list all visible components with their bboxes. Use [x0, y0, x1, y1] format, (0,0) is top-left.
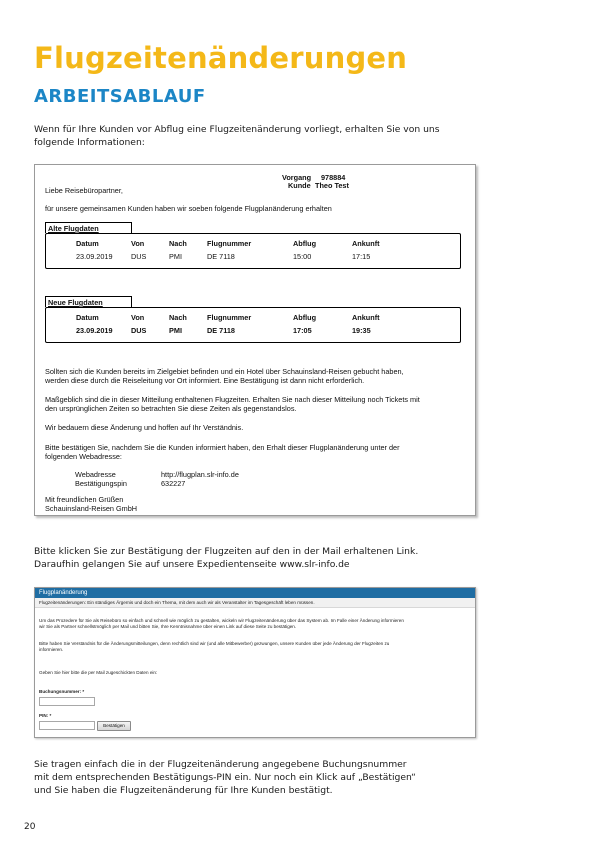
middle-text [34, 545, 504, 571]
old-header-datum: Datum [76, 239, 99, 248]
old-datum: 23.09.2019 [76, 252, 113, 261]
old-ankunft: 17:15 [352, 252, 371, 261]
middle-text-line1: Bitte klicken Sie zur Bestätigung der Flugzeiten auf den in der Mail erhaltenen Link. [34, 546, 419, 557]
mail-para1-line1: Sollten sich die Kunden bereits im Zielgebiet befinden und ein Hotel über Schauinsland-Reisen gebucht haben, [45, 367, 404, 376]
old-abflug: 15:00 [293, 252, 312, 261]
web-form-lead: Flugzeitenänderungen: Ein ständiges Ärgernis und doch ein Thema, mit dem auch wir als Veranstalter im Tagesgeschäft leben müssen. [35, 598, 475, 608]
new-flugnummer: DE 7118 [207, 326, 235, 335]
booking-number-input[interactable] [39, 697, 95, 706]
intro-text: Wenn für Ihre Kunden vor Abflug eine Flugzeitenänderung vorliegt, erhalten Sie von uns folgende Informationen: [34, 124, 440, 148]
new-von: DUS [131, 326, 147, 335]
web-form-header: Flugplanänderung [35, 588, 475, 598]
new-abflug: 17:05 [293, 326, 312, 335]
bottom-text [34, 758, 504, 797]
bottom-text-line2: mit dem entsprechenden Bestätigungs-PIN ein. Nur noch ein Klick auf „Bestätigen“ [34, 772, 416, 783]
mail-para2-line2: den ursprünglichen Zeiten so betrachten Sie diese Zeiten als gegenstandslos. [45, 404, 297, 413]
confirm-button[interactable]: Bestätigen [97, 721, 131, 731]
new-header-datum: Datum [76, 313, 99, 322]
mail-para1-line2: werden diese durch die Reiseleitung vor Ort informiert. Eine Bestätigung ist dann nicht erforderlich. [45, 376, 365, 385]
mail-para3: Wir bedauern diese Änderung und hoffen auf Ihr Verständnis. [45, 423, 244, 432]
new-nach: PMI [169, 326, 182, 335]
new-flight-label: Neue Flugdaten [45, 296, 132, 307]
closing-company: Schauinsland-Reisen GmbH [45, 504, 138, 513]
old-flight-label: Alte Flugdaten [45, 222, 132, 233]
new-header-von: Von [131, 313, 145, 322]
webadresse-value: http://flugplan.slr-info.de [161, 470, 239, 479]
bottom-text-line3: und Sie haben die Flugzeitenänderung für Ihre Kunden bestätigt. [34, 785, 333, 796]
vorgang-label: Vorgang [282, 173, 312, 182]
old-header-von: Von [131, 239, 145, 248]
old-header-abflug: Abflug [293, 239, 317, 248]
booking-number-label: Buchungsnummer: * [39, 689, 85, 694]
pin-label: Bestätigungspin [75, 479, 127, 488]
web-form-para2: Bitte haben Sie Verständnis für die Änderungsmitteilungen, denn rechtlich sind wir (und alle Mitbewerber) gezwungen, unsere Kunden über jede Änderung der Flugzeiten zu informieren. [39, 641, 390, 652]
middle-text-line2: Daraufhin gelangen Sie auf unsere Expedientenseite www.slr-info.de [34, 559, 350, 570]
web-form-para1: Um das Prozedere für Sie als Reisebüro so einfach und schnell wie möglich zu gestalten, wickeln wir Flugzeitenänderung über das System ab. Im Falle einer Änderung informieren wir Sie als Partner schnellstmöglich per Mail und bitten Sie, Ihre Kenntnisnahme über einen Link auf diese Seite zu bestätigen. [39, 618, 404, 629]
new-flight-box [45, 307, 461, 343]
pin-input[interactable] [39, 721, 95, 730]
page-subtitle: ARBEITSABLAUF [34, 86, 206, 107]
new-header-abflug: Abflug [293, 313, 317, 322]
old-header-flugnummer: Flugnummer [207, 239, 252, 248]
old-flugnummer: DE 7118 [207, 252, 235, 261]
old-nach: PMI [169, 252, 182, 261]
new-header-nach: Nach [169, 313, 187, 322]
page-title: Flugzeitenänderungen [34, 41, 408, 75]
webadresse-label: Webadresse [75, 470, 116, 479]
old-header-ankunft: Ankunft [352, 239, 380, 248]
kunde-label: Kunde [288, 181, 311, 190]
vorgang-value: 978884 [321, 173, 346, 182]
mail-para4-line2: folgenden Webadresse: [45, 452, 122, 461]
new-datum: 23.09.2019 [76, 326, 113, 335]
page-number: 20 [24, 822, 36, 832]
closing-greeting: Mit freundlichen Grüßen [45, 495, 124, 504]
old-flight-box [45, 233, 461, 269]
new-ankunft: 19:35 [352, 326, 371, 335]
pin-value: 632227 [161, 479, 186, 488]
mail-greeting: Liebe Reisebüropartner, [45, 186, 123, 195]
email-preview [34, 164, 476, 516]
new-header-ankunft: Ankunft [352, 313, 380, 322]
bottom-text-line1: Sie tragen einfach die in der Flugzeitenänderung angegebene Buchungsnummer [34, 759, 407, 770]
new-header-flugnummer: Flugnummer [207, 313, 252, 322]
pin-input-label: PIN: * [39, 713, 52, 718]
mail-intro-line: für unsere gemeinsamen Kunden haben wir soeben folgende Flugplanänderung erhalten [45, 204, 332, 213]
old-header-nach: Nach [169, 239, 187, 248]
old-von: DUS [131, 252, 147, 261]
web-form-para3: Geben Sie hier bitte die per Mail zugeschickten Daten ein: [39, 670, 158, 675]
mail-para4-line1: Bitte bestätigen Sie, nachdem Sie die Kunden informiert haben, den Erhalt dieser Flugplanänderung unter der [45, 443, 400, 452]
kunde-value: Theo Test [315, 181, 349, 190]
web-form-preview [34, 587, 476, 738]
mail-para2-line1: Maßgeblich sind die in dieser Mitteilung enthaltenen Flugzeiten. Erhalten Sie nach dieser Mitteilung noch Tickets mit [45, 395, 420, 404]
